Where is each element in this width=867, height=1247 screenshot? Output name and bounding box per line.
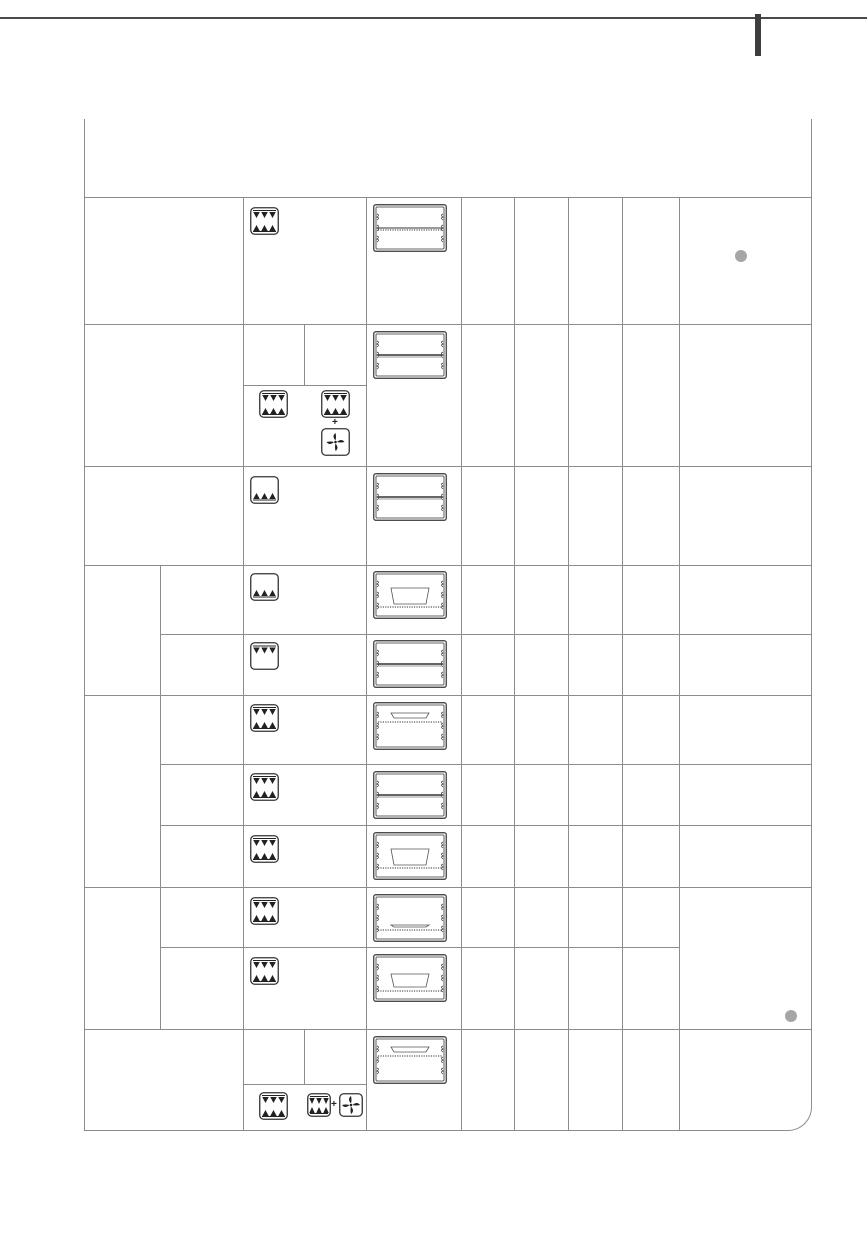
table-grid [84,119,812,1131]
top-bar [0,0,867,60]
oven-shelf-diagram [373,832,447,880]
bottom-heat-icon [250,573,279,601]
top-bottom-heat-icon [259,1092,288,1120]
oven-shelf-diagram [373,894,447,942]
top-bottom-heat-icon [250,207,279,235]
top-bottom-heat-icon [250,957,279,985]
oven-shelf-diagram [373,473,447,521]
top-heat-icon [250,642,279,670]
plus-sign: + [332,417,338,428]
oven-shelf-diagram [373,1036,447,1084]
oven-shelf-diagram [373,702,447,750]
plus-sign: + [331,1099,337,1110]
fan-icon [339,1093,363,1117]
oven-shelf-diagram [373,640,447,688]
bottom-heat-icon [250,476,279,504]
bullet-marker [735,250,747,262]
top-bottom-heat-icon [259,390,288,418]
settings-table [84,119,812,1131]
top-rule [0,17,867,19]
top-bottom-heat-icon [307,1093,331,1117]
fan-icon [321,428,350,456]
page-tab-marker [755,14,761,56]
oven-shelf-diagram [373,204,447,252]
oven-shelf-diagram [373,331,447,379]
top-bottom-heat-icon [250,773,279,801]
top-bottom-heat-icon [250,704,279,732]
oven-shelf-diagram [373,954,447,1002]
oven-shelf-diagram [373,771,447,819]
top-bottom-heat-icon [250,835,279,863]
top-bottom-heat-icon [321,390,350,418]
top-bottom-heat-icon [250,897,279,925]
bullet-marker [785,1010,797,1022]
oven-shelf-diagram [373,571,447,619]
